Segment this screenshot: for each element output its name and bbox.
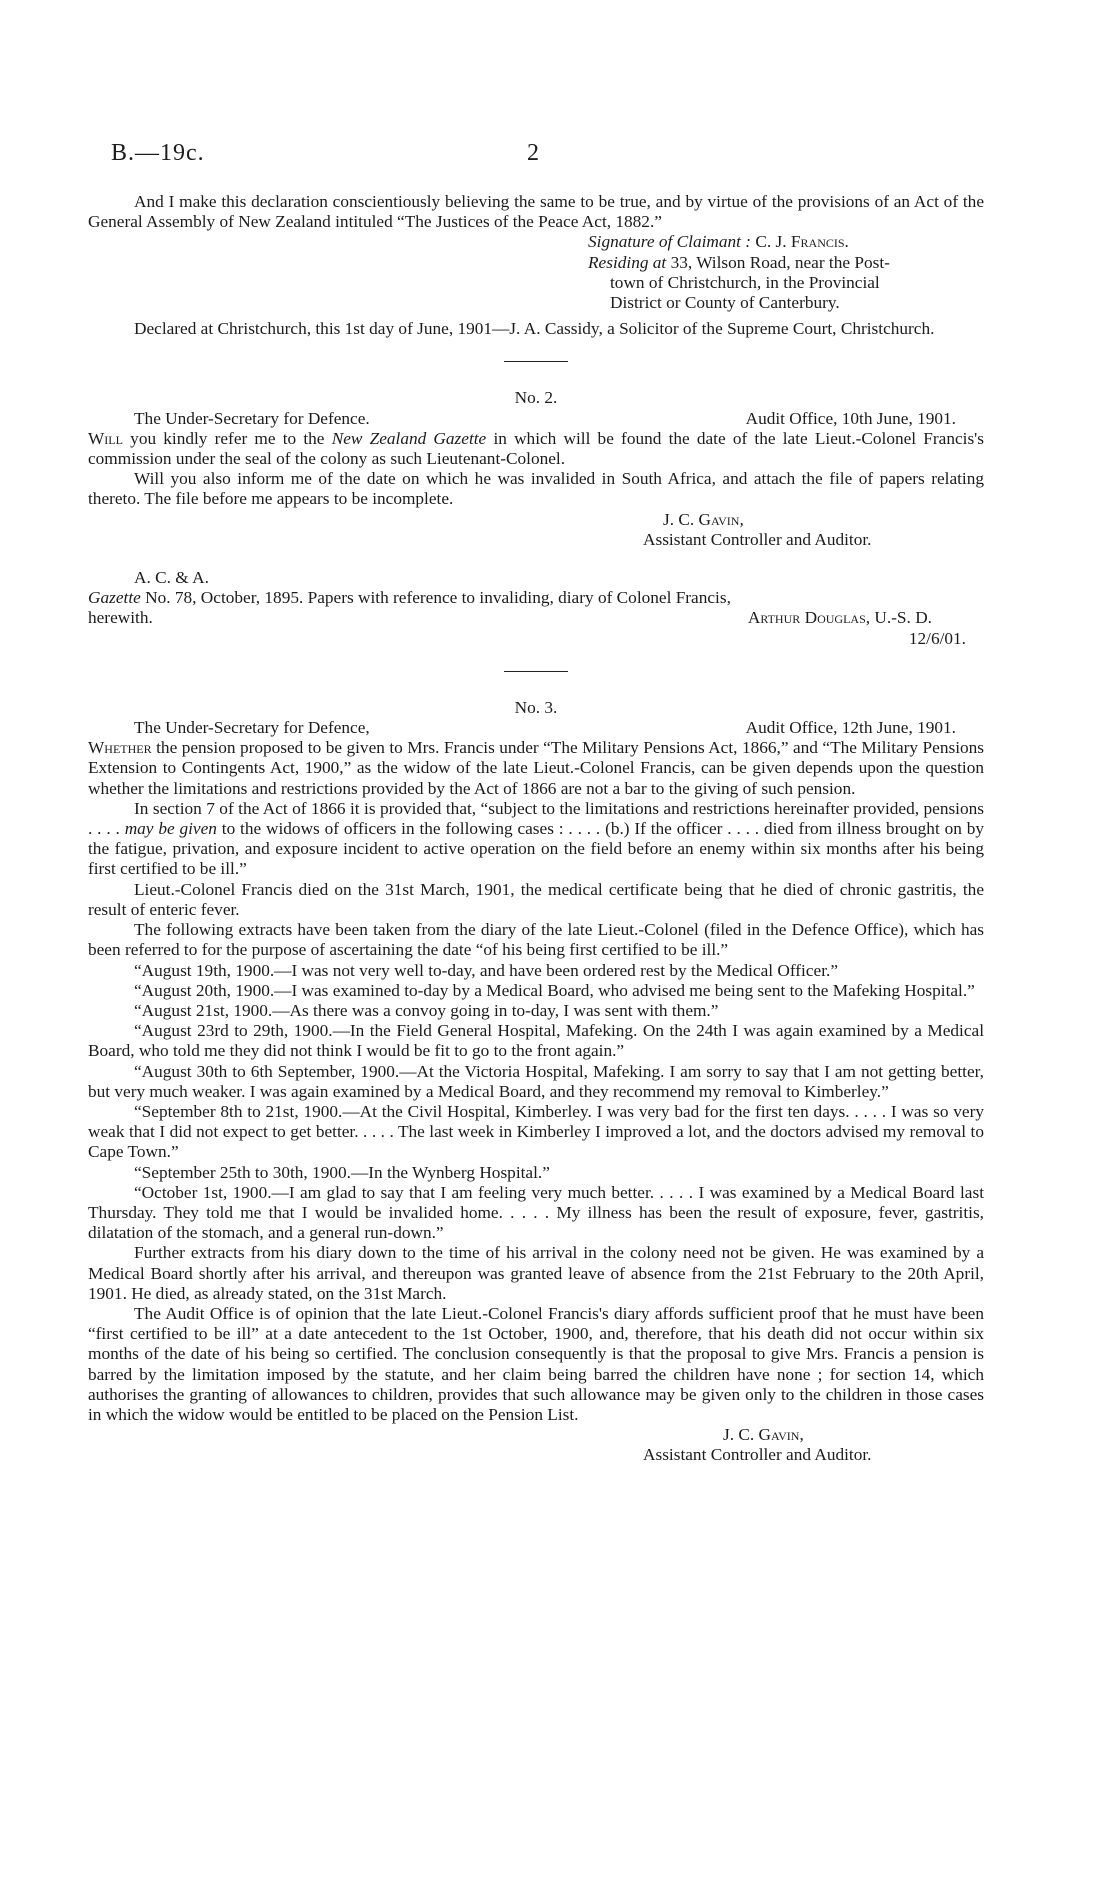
diary-extract: “September 25th to 30th, 1900.—In the Wynberg Hospital.” <box>134 1162 550 1182</box>
letter-3-p1-text: the pension proposed to be given to Mrs. Francis under “The Military Pensions Act, 1866,” and “The Military Pensions Extension to Contingents Act, 1900,” as the widow of the late Lieut.-Colonel Francis, can be given depends upon the question whether the limitations and restrictions provided by the Act of 1866 are not a bar to the giving of such pension. <box>88 738 984 798</box>
reply-gazette-text: No. 78, October, 1895. Papers with reference to invaliding, diary of Colonel Francis, <box>145 588 731 608</box>
claimant-name: C. J. Francis. <box>755 232 849 252</box>
diary-extract: “August 21st, 1900.—As there was a convoy going in to-day, I was sent with them.” <box>134 1000 719 1020</box>
letter-3-signer-title: Assistant Controller and Auditor. <box>643 1445 872 1465</box>
letter-2-paragraph-2: Will you also inform me of the date on which he was invalided in South Africa, and attach the file of papers relating thereto. The file before me appears to be incomplete. <box>88 469 984 509</box>
section-divider <box>504 671 568 672</box>
letter-2-addressee: The Under-Secretary for Defence. <box>134 408 370 428</box>
letter-2-signer-title: Assistant Controller and Auditor. <box>643 529 872 549</box>
letter-2-office-date: Audit Office, 10th June, 1901. <box>745 408 956 428</box>
reply-date: 12/6/01. <box>908 628 966 648</box>
letter-3-address-line <box>88 718 984 738</box>
diary-extract: “August 23rd to 29th, 1900.—In the Field General Hospital, Mafeking. On the 24th I was again examined by a Medical Board, who told me they did not think I would be fit to go to the front again.” <box>88 1021 984 1061</box>
diary-extract: “October 1st, 1900.—I am glad to say that I am feeling very much better. . . . . I was examined by a Medical Board last Thursday. They told me that I would be invalided home. . . . . My illness has been the result of exposure, fever, gastritis, dilatation of the stomach, and a general run-down.” <box>88 1182 984 1243</box>
letter-3-office-date: Audit Office, 12th June, 1901. <box>745 718 956 738</box>
diary-extract: “August 20th, 1900.—I was examined to-day by a Medical Board, who advised me being sent to the Mafeking Hospital.” <box>134 980 975 1000</box>
page-number: 2 <box>527 140 539 166</box>
diary-extract: “August 19th, 1900.—I was not very well to-day, and have been ordered rest by the Medical Officer.” <box>134 960 838 980</box>
letter-3-signature <box>88 1425 984 1465</box>
diary-extract: “August 30th to 6th September, 1900.—At the Victoria Hospital, Mafeking. I am sorry to say that I am not getting better, but very much weaker. I was again examined by a Medical Board, and they recommend my removal to Kimberley.” <box>88 1061 984 1101</box>
claimant-signature-block <box>588 232 984 313</box>
section-divider <box>504 361 568 362</box>
reply-gazette-label: Gazette <box>88 588 141 608</box>
letter-3-paragraph-1 <box>88 738 984 799</box>
letter-2-signer-name: J. C. Gavin, <box>663 509 744 529</box>
residence-address-2: town of Christchurch, in the Provincial <box>610 272 880 292</box>
letter-2-heading: No. 2. <box>514 388 558 408</box>
reply-herewith: herewith. <box>88 608 153 628</box>
reply-signer: Arthur Douglas, U.-S. D. <box>747 608 932 628</box>
letter-3-heading: No. 3. <box>514 697 558 717</box>
letter-2-address-line <box>88 409 984 429</box>
letter-3-signer-name: J. C. Gavin, <box>723 1425 804 1445</box>
declared-at-paragraph: Declared at Christchurch, this 1st day of June, 1901—J. A. Cassidy, a Solicitor of the Supreme Court, Christchurch. <box>134 319 935 339</box>
residence-address-1: 33, Wilson Road, near the Post- <box>670 252 890 272</box>
document-body <box>88 192 984 1466</box>
letter-2-signature <box>88 510 984 550</box>
reply-paragraph <box>88 588 984 608</box>
letter-3-paragraph-4: The following extracts have been taken from the diary of the late Lieut.-Colonel (filed in the Defence Office), which has been referred to for the purpose of ascertaining the date “of his being first certified to be ill.” <box>88 920 984 960</box>
diary-extract: “September 8th to 21st, 1900.—At the Civil Hospital, Kimberley. I was very bad for the first ten days. . . . . I was so very weak that I did not expect to get better. . . . . The last week in Kimberley I improved a lot, and the doctors advised my removal to Cape Town.” <box>88 1101 984 1162</box>
residing-label: Residing at <box>588 252 667 272</box>
residence-address-3: District or County of Canterbury. <box>610 293 840 313</box>
letter-3-paragraph-5: Further extracts from his diary down to the time of his arrival in the colony need not be given. He was examined by a Medical Board shortly after his arrival, and thereupon was granted leave of absence from the 21st February to the 20th April, 1901. He died, as already stated, on the 31st March. <box>88 1243 984 1303</box>
letter-2-paragraph-1 <box>88 429 984 469</box>
residence-line <box>588 253 984 273</box>
signature-label: Signature of Claimant : <box>588 232 752 252</box>
letter-2-p1-part-a: you kindly refer me to the <box>130 428 325 448</box>
gazette-title: New Zealand Gazette <box>331 428 487 448</box>
letter-3-p2-italic: may be given <box>124 819 217 839</box>
letter-3-paragraph-6: The Audit Office is of opinion that the late Lieut.-Colonel Francis's diary affords sufficient proof that he must have been “first certified to be ill” at a date antecedent to the 1st October, 1900, and, therefore, that his death did not occur within six months of the date of his being so certified. The conclusion consequently is that the proposal to give Mrs. Francis a pension is barred by the limitation imposed by the statute, and her claim being barred the children have none ; for section 14, which authorises the granting of allowances to children, provides that such allowance may be given only to the children in those cases in which the widow would be entitled to be placed on the Pension List. <box>88 1303 984 1424</box>
parliamentary-paper-ref: B.—19c. <box>111 140 205 166</box>
letter-3-paragraph-3: Lieut.-Colonel Francis died on the 31st March, 1901, the medical certificate being that he died of chronic gastritis, the result of enteric fever. <box>88 879 984 919</box>
letter-3-lead-word: Whether <box>88 738 152 758</box>
letter-3-p2-part-b: to the widows of officers in the following cases : . . . . (b.) If the officer . . . . died from illness brought on by the fatigue, privation, and exposure incident to active operation on the field before an enemy within six months after his being first certified to be ill.” <box>88 819 984 879</box>
reply-signature-line <box>88 608 984 628</box>
reply-addressee: A. C. & A. <box>134 568 209 588</box>
letter-3-paragraph-2 <box>88 799 984 880</box>
letter-3-p2-part-a: In section 7 of the Act of 1866 it is provided that, “subject to the limitations and restrictions hereinafter provided, pensions . . . . <box>88 798 984 839</box>
letter-2-p1-part-b: in which will be found the date of the late Lieut.-Colonel Francis's commission under the seal of the colony as such Lieutenant-Colonel. <box>88 428 985 469</box>
letter-2-lead-word: Will <box>88 428 123 448</box>
declaration-paragraph: And I make this declaration conscientiously believing the same to be true, and by virtue of the provisions of an Act of the General Assembly of New Zealand intituled “The Justices of the Peace Act, 1882.” <box>88 192 984 232</box>
signature-line <box>588 232 984 252</box>
letter-3-addressee: The Under-Secretary for Defence, <box>134 718 370 738</box>
